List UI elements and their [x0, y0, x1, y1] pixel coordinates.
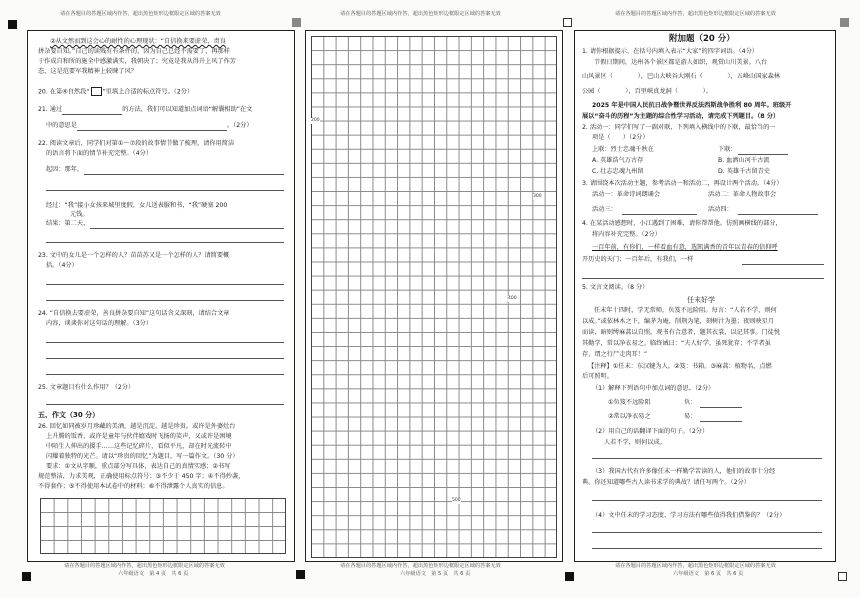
a5-q1a-key: 负： [684, 399, 697, 406]
a4-text: 一百年前，有你们，一样看血有意，选凯满香的青年以青春的信仰呼 [592, 244, 778, 251]
answer-line[interactable] [46, 190, 284, 191]
a5-q2: （2）用自己的话翻译下面的句子。（2分） [592, 428, 709, 435]
answer-line[interactable] [62, 106, 122, 115]
answer-line[interactable] [46, 404, 284, 405]
a4-text: 开历史的天门；一百年后，有我们，一样 [582, 256, 694, 263]
a1-text: 1. 请你根据提示，在括号内填入表示“大家”的四字词语。（4分） [582, 48, 758, 55]
header-notice: 请在各题目的答题区域内作答，超出黑色矩形边框限定区域的答案无效 [60, 11, 221, 17]
q24-text: 24. “自信换去要虚荣，善良拼杂要自知”这句话含义深刻，请结合文章 [38, 310, 230, 317]
a2-text: 项是（ ）（2分） [592, 134, 649, 141]
answer-line[interactable] [592, 500, 822, 501]
a2-text: 2. 活动一：同学们写了一副对联，下列填入横线中的下联，最恰当的一 [582, 124, 776, 131]
a5-q1a: ①负笈不远险阻 [608, 399, 651, 406]
a5-passage: 任末年十四时，学无常师，负笈不远险阻。每言：“人若不学，则何 [594, 307, 777, 314]
a3-text: 活动三： [592, 206, 617, 213]
intro-text: 展以“奋斗的历程”为主题的综合性学习活动，请完成下列题目。（8 分） [582, 113, 780, 120]
a1-text: 山风景区（ ），巴山大峡谷大刚石（ ），五峰山国家森林 [582, 73, 780, 80]
q26-text: 要求：①文从字顺，重点部分写具体，表达自己的真情实感；②书写 [46, 463, 231, 470]
a2-option[interactable]: D. 英雄千古留青史 [718, 168, 771, 175]
a5-q3: （3）我国古代有许多像任末一样勤学苦读的人，他们的故事十分经 [592, 468, 776, 475]
extra-title: 附加题（20 分） [669, 34, 735, 44]
answer-line[interactable] [700, 421, 742, 422]
q19-text: 拼杂要自知。”自己的读贱有有条件的，因为自己已经不需要了，再那样 [38, 48, 230, 55]
answer-line[interactable] [592, 532, 822, 533]
composition-grid-border [40, 498, 286, 554]
a5-passage-title: 任末好学 [687, 296, 715, 304]
answer-line[interactable] [700, 407, 742, 408]
registration-mark [292, 18, 301, 27]
q20-text: 20. 在第④自然段“ ”里填上合适的标点符号。（2分） [38, 88, 194, 96]
registration-mark [838, 572, 847, 581]
answer-line[interactable] [46, 242, 284, 243]
q23-text: 括。（4分） [46, 262, 78, 269]
q23-text: 23. 文中的女儿是一个怎样的人？苗苗苏又是一个怎样的人？请简要概 [38, 252, 230, 259]
answer-line[interactable] [738, 214, 818, 215]
q22-pass: 元钱。 [70, 211, 89, 218]
a5-passage: 以成。”或依林木之下，编茅为庵，削荆为笔，刻树汁为墨；夜则映星月 [582, 318, 774, 325]
a3-text: 活动一：革命诗词朗诵会 [592, 191, 661, 198]
footer-notice: 请在各题目的答题区域内作答，超出黑色矩形边框限定区域的答案无效 [340, 563, 501, 569]
registration-mark [840, 18, 849, 27]
a3-text: 活动二：革命人物故事会 [708, 191, 777, 198]
answer-line[interactable] [738, 154, 788, 155]
answer-line[interactable] [592, 548, 822, 549]
a5-q4: （4）文中任末的学习态度、学习方法有哪些值得我们借鉴的？（2分） [592, 512, 786, 519]
a2-couplet-up: 上联：烈士忠魂千秋在 [592, 146, 654, 153]
header-notice: 请在各题目的答题区域内作答，超出黑色矩形边框限定区域的答案无效 [340, 11, 501, 17]
a5-q1b-key: 易： [684, 413, 697, 420]
answer-box[interactable] [91, 87, 102, 96]
word-count-mark: 300 [533, 194, 542, 199]
registration-mark [296, 570, 305, 579]
a2-couplet-down: 下联： [718, 146, 737, 153]
q24-text: 内容，谈谈你对这句话的理解。（3分） [46, 320, 153, 327]
q19-text: 于作成自和所的施全中感激满实，我朝决了；究竟是我从得升上风了作芳 [38, 58, 236, 65]
header-notice: 请在各题目的答题区域内作答，超出黑色矩形边框限定区域的答案无效 [615, 11, 776, 17]
registration-mark [563, 18, 572, 27]
answer-line[interactable] [46, 300, 284, 301]
page-footer: 六年级语文 第 6 页 共 6 页 [673, 571, 744, 577]
q26-text: 中陌生人伸出的援手……这些记忆碎片，看似平凡，却在时光流转中 [46, 443, 232, 450]
answer-line[interactable] [592, 458, 822, 459]
answer-line[interactable] [77, 122, 227, 131]
page-footer: 六年级语文 第 4 页 共 6 页 [118, 571, 189, 577]
a5-notes: 后可照明。 [582, 373, 613, 380]
a5-passage: 其勤学，常以净衣易之。临终诫曰：“夫人好学，虽死犹存；不学者虽 [582, 340, 771, 347]
footer-notice: 请在各题目的答题区域内作答，超出黑色矩形边框限定区域的答案无效 [615, 563, 776, 569]
a1-text: 节假日期间，达州各个景区都是游人如织，观赏山川美景。八台 [594, 59, 768, 66]
a5-notes: 【注释】①任末：东汉犍为人。②笈：书箱。③麻蒿：植物名，点燃 [588, 363, 772, 370]
answer-line[interactable] [46, 358, 284, 359]
a5-passage: 存，谓之行尸走肉耳！” [582, 351, 648, 358]
a5-passage: 而读，暗则缚麻蒿以自照。观书有合意者，题其衣裳，以记其事。门徒悦 [582, 329, 780, 336]
q26-text: 闪耀着独特的光芒。请以“珍贵的回忆”为题目，写一篇作文。（30 分） [46, 453, 239, 460]
answer-line[interactable] [742, 264, 824, 265]
registration-mark [8, 20, 17, 29]
answer-line[interactable] [84, 174, 284, 175]
a2-option[interactable]: A. 英雄浩气万古存 [592, 157, 644, 164]
answer-line[interactable] [46, 284, 284, 285]
q26-text: 规范整洁，力求美观，正确使用标点符号；③不少于 450 字；④不得抄袭， [38, 473, 245, 480]
q19-text: 态，这是范要军我精神上较睐了风？ [38, 68, 137, 75]
q22-text: 的语言将下面的情节补充完整。（4分） [46, 150, 153, 157]
word-count-mark: 400 [508, 296, 517, 301]
a5-text: 5. 文言文阅读。（8 分） [582, 284, 649, 291]
a5-q3: 典。你还知道哪些古人读书求学的典故？请任写两个。（2分） [582, 479, 750, 486]
section-title: 五、作文（30 分） [38, 411, 100, 419]
a3-text: 活动四： [708, 206, 733, 213]
a5-q1b: ②常以净衣易之 [608, 413, 651, 420]
registration-mark [22, 572, 31, 581]
q22-start: 起因：那年， [46, 166, 84, 173]
footer-notice: 请在各题目的答题区域内作答，超出黑色矩形边框限定区域的答案无效 [64, 563, 225, 569]
answer-line[interactable] [46, 374, 284, 375]
word-count-mark: 200 [311, 118, 320, 123]
q21-text: 中的意思是 。（2分） [46, 122, 253, 131]
q21-text: 21. 通过 的方法，我们可以知道加点词语“解囊相助”在文 [38, 106, 252, 115]
answer-line[interactable] [46, 342, 284, 343]
q26-text: 上升腾的饭香，或许是童年与伙伴嬉戏时飞扬的笑声，又或许是困境 [46, 433, 232, 440]
word-count-mark: 500 [452, 498, 461, 503]
a3-text: 3. 请围绕本次活动主题，参考活动一和活动二，再设计两个活动。（4分） [582, 180, 783, 187]
a1-text: 公园（ ），百里峡真龙洞（ ）。 [582, 88, 712, 95]
composition-grid-border [311, 36, 557, 558]
a5-q2-sentence: 人若不学，则何以成。 [604, 439, 666, 446]
q26-text: 不得套作；⑤不得使用本试卷中的材料；⑥不得泄露个人真实的信息。 [38, 483, 229, 490]
page-footer: 六年级语文 第 5 页 共 6 页 [400, 571, 471, 577]
a2-option[interactable]: C. 壮志忠魂九州留 [592, 168, 644, 175]
q19-text: ②从文然而到这会心的耐性的心理现状：“自信换来要虚荣、责良 [50, 38, 226, 45]
a5-q1: （1）解释下列语句中加点词的意思。（2分） [592, 385, 715, 392]
q22-text: 22. 阅读文章后，同学们对第①～⑦段的故事情节做了梳理，请你用简洁 [38, 140, 235, 147]
q22-pass: 结果：第二天， [46, 220, 90, 227]
a4-text: 将内容补充完整。（2分） [592, 231, 661, 238]
q26-text: 26. 回忆如同被岁月珍藏的美酒，越是沉淀，越是珍贵。或许是外婆灶台 [38, 423, 236, 430]
a2-option[interactable]: B. 血洒山河千古流 [718, 157, 770, 164]
answer-line[interactable] [90, 228, 284, 229]
intro-text: 2025 年是中国人民抗日战争暨世界反法西斯战争胜利 80 周年。班级开 [592, 102, 792, 109]
a4-text: 4. 在某活动感想时，小江遇到了困难，请你帮帮他。仿照画横线的部分， [582, 220, 782, 227]
answer-line[interactable] [622, 214, 697, 215]
registration-mark [565, 572, 574, 581]
answer-line[interactable] [582, 278, 824, 279]
q25-text: 25. 文章题目有什么作用？（2分） [38, 384, 135, 391]
q22-pass: 经过：“我”接小女孩来城里度假，女儿送表服和书，“我”硬塞 200 [46, 202, 228, 209]
